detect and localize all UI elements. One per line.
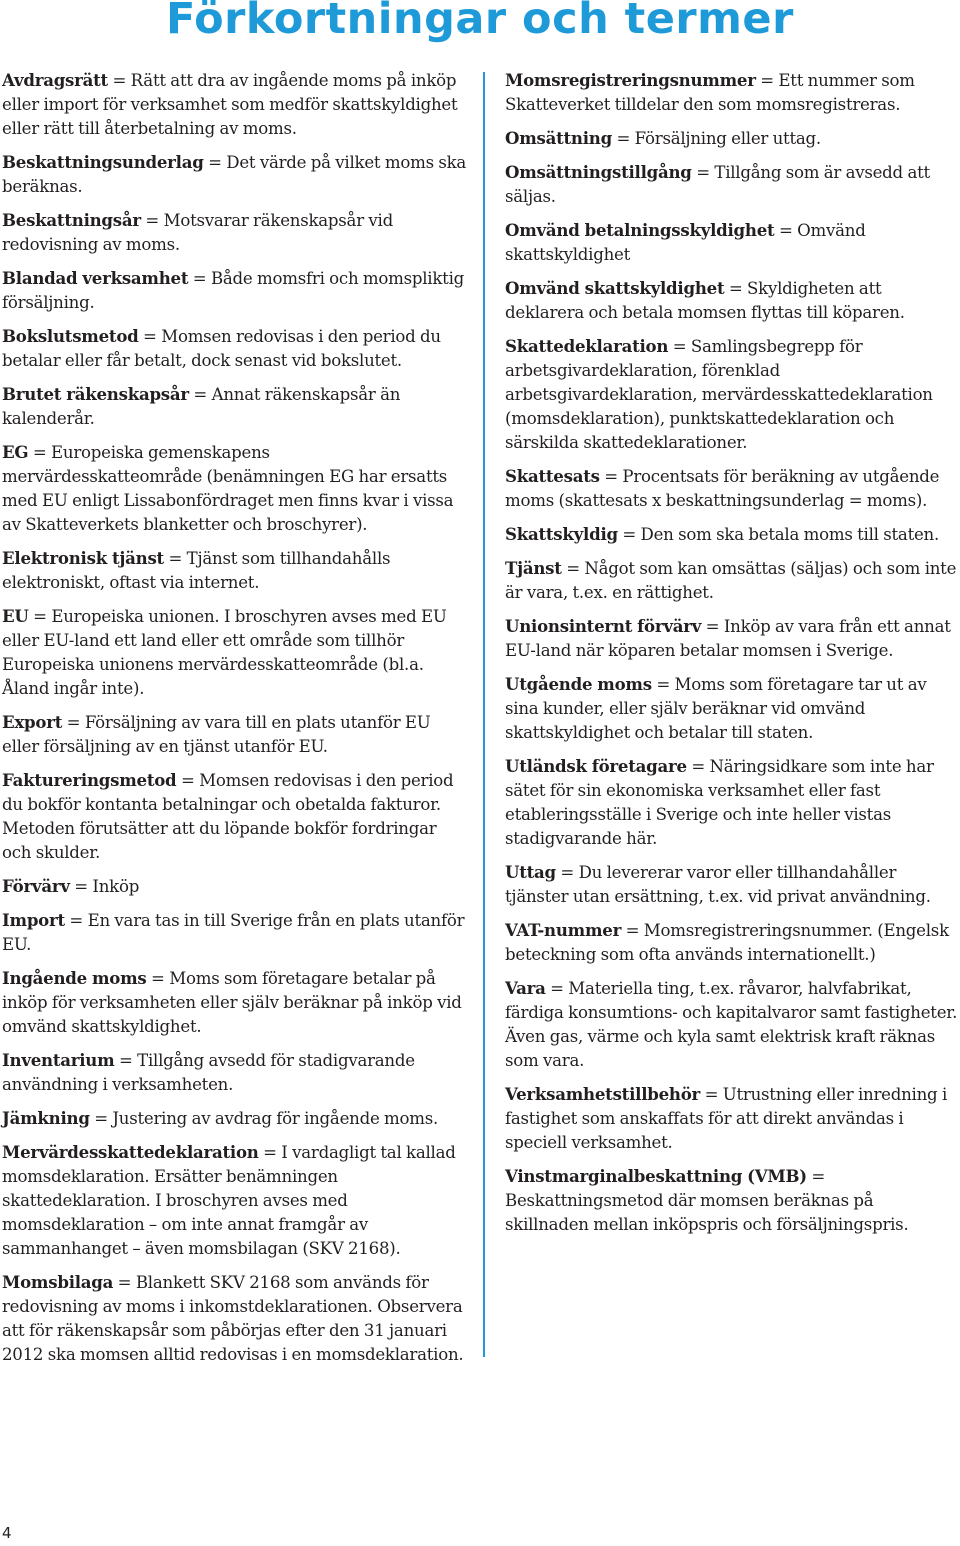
glossary-entry: [2, 324, 470, 373]
glossary-definition: = Moms som företagare betalar på inköp för verksamheten eller själv beräknar på inköp vid omvänd skattskyldighet.: [2, 969, 462, 1036]
glossary-entry: [505, 334, 960, 455]
glossary-entry: [505, 614, 960, 663]
glossary-entry: [2, 966, 470, 1039]
glossary-definition: = Tjänst som tillhandahålls elektroniskt, oftast via internet.: [2, 549, 391, 592]
glossary-entry: [2, 150, 470, 199]
glossary-definition: = Rätt att dra av ingående moms på inköp eller import för verksamhet som medför skattskyldighet eller rätt till återbetalning av moms.: [2, 71, 458, 138]
glossary-definition: = Tillgång avsedd för stadigvarande användning i verksamheten.: [2, 1051, 415, 1094]
glossary-term: Vara: [505, 978, 546, 998]
glossary-definition: = Du levererar varor eller tillhandahåller tjänster utan ersättning, t.ex. vid privat användning.: [505, 863, 931, 906]
glossary-definition: = Ett nummer som Skatteverket tilldelar den som momsregistreras.: [505, 71, 915, 114]
glossary-right-column: [505, 68, 960, 1246]
glossary-term: Omvänd betalningsskyldighet: [505, 220, 775, 240]
glossary-term: Skattesats: [505, 466, 600, 486]
glossary-term: Tjänst: [505, 558, 562, 578]
glossary-term: Beskattningsår: [2, 210, 141, 230]
glossary-term: Import: [2, 910, 65, 930]
glossary-definition: = Något som kan omsättas (säljas) och som inte är vara, t.ex. en rättighet.: [505, 559, 957, 602]
glossary-term: Momsregistreringsnummer: [505, 70, 756, 90]
glossary-term: Uttag: [505, 862, 556, 882]
glossary-entry: [505, 464, 960, 513]
glossary-entry: [505, 160, 960, 209]
glossary-term: Förvärv: [2, 876, 70, 896]
page-title: Förkortningar och termer: [166, 0, 794, 44]
glossary-definition: = I vardagligt tal kallad momsdeklaration. Ersätter benämningen skattedeklaration. I broschyren avses med momsdeklaration – om inte annat framgår av sammanhanget – även momsbilagan (SKV 2168).: [2, 1143, 456, 1258]
glossary-definition: = Motsvarar räkenskapsår vid redovisning av moms.: [2, 211, 393, 254]
glossary-term: Faktureringsmetod: [2, 770, 177, 790]
glossary-definition: = Momsen redovisas i den period du betalar eller får betalt, dock senast vid bokslutet.: [2, 327, 441, 370]
glossary-entry: [505, 1082, 960, 1155]
glossary-term: Jämkning: [2, 1108, 90, 1128]
glossary-entry: [505, 976, 960, 1073]
glossary-entry: [505, 556, 960, 605]
page-number: 4: [2, 1524, 12, 1542]
glossary-definition: = En vara tas in till Sverige från en plats utanför EU.: [2, 911, 465, 954]
glossary-term: VAT-nummer: [505, 920, 622, 940]
glossary-term: EG: [2, 442, 29, 462]
glossary-entry: [2, 382, 470, 431]
glossary-entry: [2, 604, 470, 701]
glossary-term: Ingående moms: [2, 968, 147, 988]
glossary-entry: [505, 276, 960, 325]
glossary-term: Momsbilaga: [2, 1272, 114, 1292]
glossary-definition: = Försäljning av vara till en plats utanför EU eller försäljning av en tjänst utanför EU.: [2, 713, 431, 756]
glossary-entry: [2, 440, 470, 537]
glossary-definition: = Skyldigheten att deklarera och betala momsen flyttas till köparen.: [505, 279, 905, 322]
glossary-entry: [2, 266, 470, 315]
glossary-entry: [2, 874, 470, 899]
glossary-entry: [505, 522, 960, 547]
glossary-definition: = Näringsidkare som inte har sätet för sin ekonomiska verksamhet eller fast etableringsställe i Sverige och inte heller vistas stadigvarande här.: [505, 757, 934, 848]
glossary-term: Avdragsrätt: [2, 70, 108, 90]
glossary-term: EU: [2, 606, 29, 626]
glossary-definition: = Omvänd skattskyldighet: [505, 221, 866, 264]
glossary-term: Utgående moms: [505, 674, 652, 694]
glossary-definition: = Momsen redovisas i den period du bokför kontanta betalningar och obetalda fakturor. Metoden förutsätter att du löpande bokför fordringar och skulder.: [2, 771, 454, 862]
glossary-entry: [2, 710, 470, 759]
glossary-term: Omsättning: [505, 128, 612, 148]
glossary-term: Unionsinternt förvärv: [505, 616, 702, 636]
glossary-entry: [2, 1140, 470, 1261]
glossary-term: Mervärdesskattedeklaration: [2, 1142, 259, 1162]
glossary-entry: [2, 908, 470, 957]
glossary-entry: [505, 672, 960, 745]
glossary-entry: [505, 754, 960, 851]
glossary-term: Brutet räkenskapsår: [2, 384, 189, 404]
glossary-term: Skattskyldig: [505, 524, 618, 544]
glossary-term: Utländsk företagare: [505, 756, 687, 776]
glossary-definition: = Annat räkenskapsår än kalenderår.: [2, 385, 401, 428]
glossary-definition: = Det värde på vilket moms ska beräknas.: [2, 153, 467, 196]
glossary-term: Vinstmarginalbeskattning (VMB): [505, 1166, 807, 1186]
glossary-definition: = Europeiska gemenskapens mervärdesskatteområde (benämningen EG har ersatts med EU enligt Lissabonfördraget men finns kvar i vissa av Skatteverkets blanketter och broschyrer).: [2, 443, 454, 534]
glossary-term: Omsättningstillgång: [505, 162, 692, 182]
glossary-entry: [505, 860, 960, 909]
glossary-definition: = Inköp: [69, 877, 140, 896]
glossary-definition: = Europeiska unionen. I broschyren avses med EU eller EU-land ett land eller ett område som tillhör Europeiska unionens mervärdesskatteområde (bl.a. Åland ingår inte).: [2, 607, 447, 698]
glossary-definition: = Inköp av vara från ett annat EU-land när köparen betalar momsen i Sverige.: [505, 617, 951, 660]
glossary-term: Verksamhetstillbehör: [505, 1084, 701, 1104]
glossary-definition: = Den som ska betala moms till staten.: [617, 525, 940, 544]
glossary-term: Inventarium: [2, 1050, 115, 1070]
glossary-entry: [2, 1106, 470, 1131]
glossary-definition: = Försäljning eller uttag.: [611, 129, 821, 148]
glossary-entry: [505, 68, 960, 117]
glossary-definition: = Moms som företagare tar ut av sina kunder, eller själv beräknar vid omvänd skattskyldighet och betalar till staten.: [505, 675, 927, 742]
glossary-term: Blandad verksamhet: [2, 268, 189, 288]
glossary-entry: [2, 768, 470, 865]
glossary-definition: = Både momsfri och momspliktig försäljning.: [2, 269, 465, 312]
glossary-definition: = Beskattningsmetod där momsen beräknas på skillnaden mellan inköpspris och försäljningspris.: [505, 1167, 909, 1234]
glossary-entry: [2, 1270, 470, 1367]
glossary-definition: = Materiella ting, t.ex. råvaror, halvfabrikat, färdiga konsumtions- och kapitalvaror samt fastigheter. Även gas, värme och kyla samt elektrisk kraft räknas som vara.: [505, 979, 958, 1070]
glossary-definition: = Blankett SKV 2168 som används för redovisning av moms i inkomstdeklarationen. Observera att för räkenskapsår som påbörjas efter den 31 januari 2012 ska momsen alltid redovisas i en momsdeklaration.: [2, 1273, 464, 1364]
glossary-entry: [2, 546, 470, 595]
column-divider: [483, 72, 485, 1357]
glossary-definition: = Utrustning eller inredning i fastighet som anskaffats för att direkt användas i speciell verksamhet.: [505, 1085, 947, 1152]
glossary-entry: [505, 126, 960, 151]
glossary-definition: = Justering av avdrag för ingående moms.: [89, 1109, 439, 1128]
glossary-entry: [505, 918, 960, 967]
glossary-entry: [2, 68, 470, 141]
glossary-left-column: [2, 68, 470, 1376]
glossary-term: Export: [2, 712, 63, 732]
glossary-term: Omvänd skattskyldighet: [505, 278, 725, 298]
glossary-definition: = Momsregistreringsnummer. (Engelsk beteckning som ofta används internationellt.): [505, 921, 949, 964]
glossary-entry: [505, 1164, 960, 1237]
glossary-definition: = Procentsats för beräkning av utgående moms (skattesats x beskattningsunderlag = moms).: [505, 467, 940, 510]
glossary-entry: [2, 1048, 470, 1097]
glossary-term: Skattedeklaration: [505, 336, 669, 356]
glossary-entry: [505, 218, 960, 267]
glossary-entry: [2, 208, 470, 257]
glossary-term: Bokslutsmetod: [2, 326, 139, 346]
glossary-definition: = Tillgång som är avsedd att säljas.: [505, 163, 930, 206]
glossary-definition: = Samlingsbegrepp för arbetsgivardeklaration, förenklad arbetsgivardeklaration, mervärdesskattedeklaration (momsdeklaration), punktskattedeklaration och särskilda skattedeklarationer.: [505, 337, 933, 452]
glossary-term: Beskattningsunderlag: [2, 152, 204, 172]
glossary-term: Elektronisk tjänst: [2, 548, 164, 568]
